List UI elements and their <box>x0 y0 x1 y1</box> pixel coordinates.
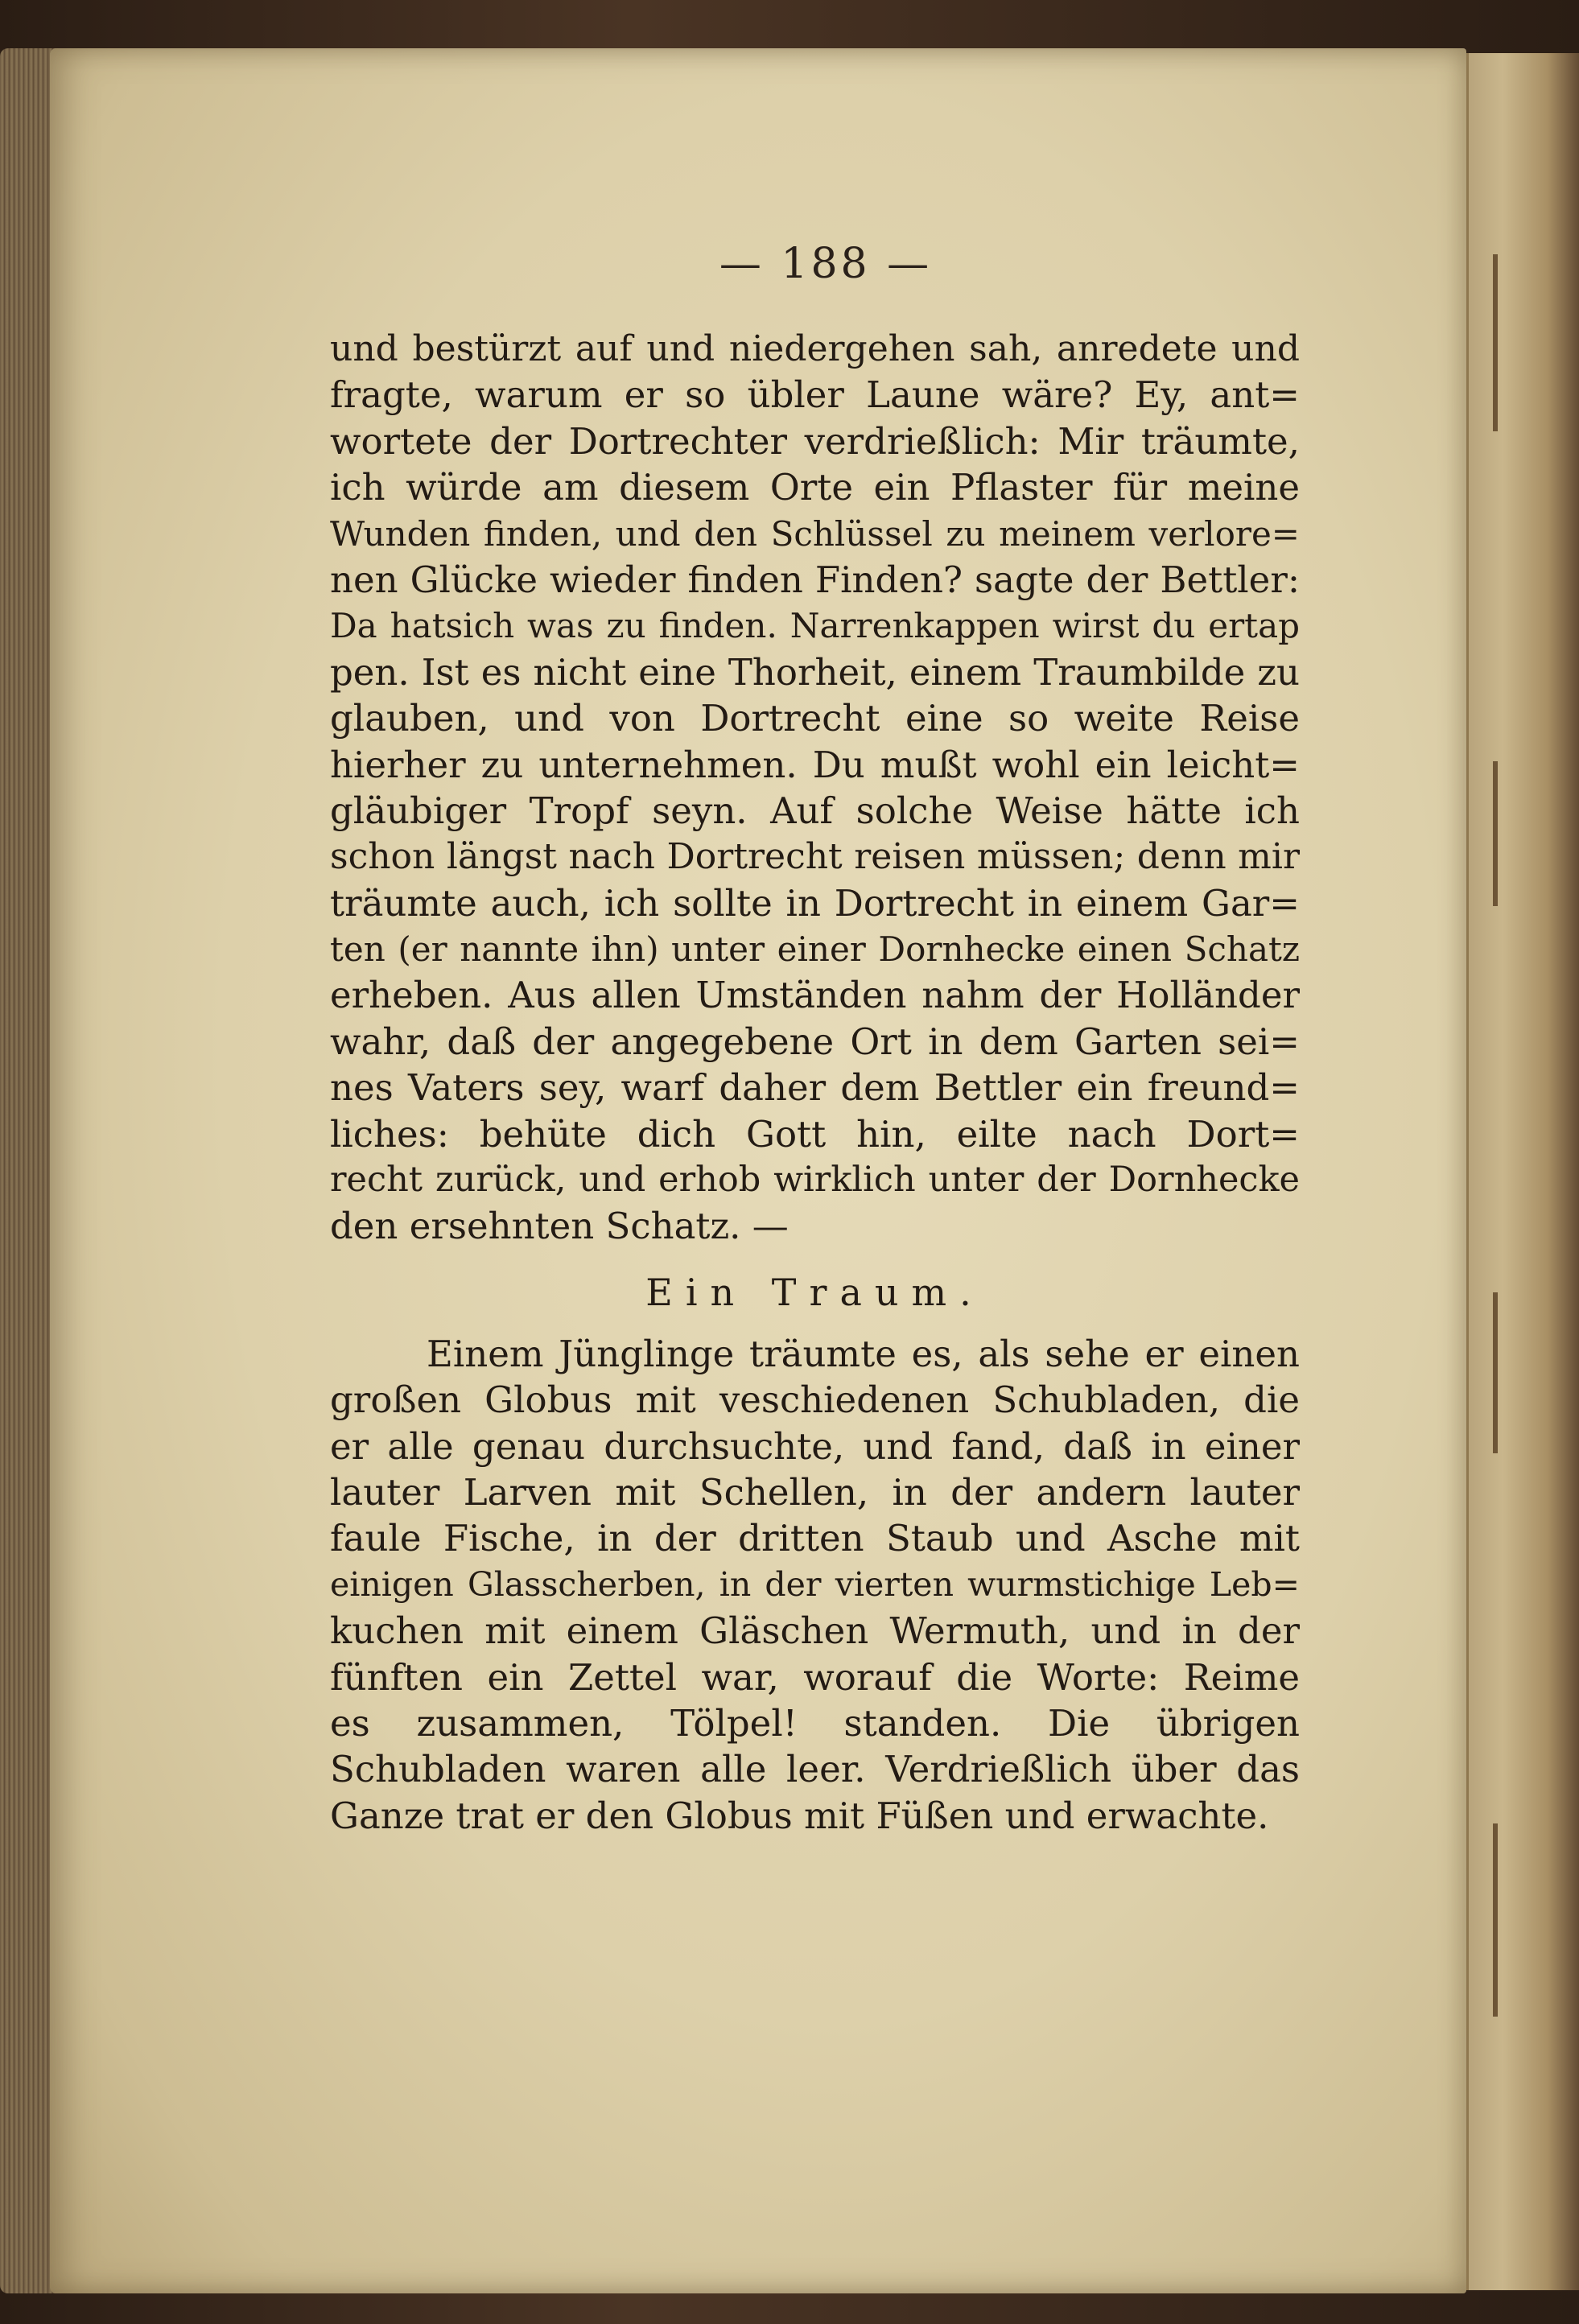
text-line: gläubiger Tropf seyn. Auf solche Weise hätte ich <box>330 789 1300 832</box>
text-line: einigen Glasscherben, in der vierten wurmstichige Leb= <box>330 1564 1300 1604</box>
text-line: es zusammen, Tölpel! standen. Die übrigen <box>330 1701 1300 1745</box>
body-text <box>330 326 1300 1839</box>
text-line: fragte, warum er so übler Laune wäre? Ey, ant= <box>330 373 1300 417</box>
text-line: Einem Jünglinge träumte es, als sehe er einen <box>427 1332 1300 1375</box>
paragraph-2 <box>330 1331 1300 1839</box>
text-line: pen. Ist es nicht eine Thorheit, einem Traumbilde zu <box>330 650 1300 694</box>
text-line: Wunden finden, und den Schlüssel zu meinem verlore= <box>330 513 1300 554</box>
text-line: fünften ein Zettel war, worauf die Worte: Reime <box>330 1655 1300 1699</box>
text-line: nen Glücke wieder finden Finden? sagte der Bettler: <box>330 558 1300 601</box>
text-line: und bestürzt auf und niedergehen sah, anredete und <box>330 328 1300 369</box>
text-line: träumte auch, ich sollte in Dortrecht in einem Gar= <box>330 881 1300 925</box>
text-line: erheben. Aus allen Umständen nahm der Holländer <box>330 974 1300 1017</box>
text-line: Schubladen waren alle leer. Verdrießlich über das <box>330 1748 1300 1791</box>
text-line: lauter Larven mit Schellen, in der andern lauter <box>330 1470 1300 1514</box>
text-line: hierher zu unternehmen. Du mußt wohl ein leicht= <box>330 743 1300 786</box>
text-line: ten (er nannte ihn) unter einer Dornhecke einen Schatz <box>330 929 1300 970</box>
left-page-edges <box>0 48 56 2293</box>
text-line: den ersehnten Schatz. — <box>330 1205 789 1248</box>
text-line: wahr, daß der angegebene Ort in dem Garten sei= <box>330 1020 1300 1063</box>
text-line: er alle genau durchsuchte, und fand, daß in einer <box>330 1424 1300 1468</box>
text-line: liches: behüte dich Gott hin, eilte nach Dort= <box>330 1112 1300 1156</box>
text-line: recht zurück, und erhob wirklich unter der Dornhecke <box>330 1160 1300 1201</box>
text-line: glauben, und von Dortrecht eine so weite Reise <box>330 697 1300 740</box>
text-line: kuchen mit einem Gläschen Wermuth, und in der <box>330 1609 1300 1653</box>
paragraph-1 <box>330 326 1300 1250</box>
text-line: schon längst nach Dortrecht reisen müssen; denn mir <box>330 836 1300 878</box>
text-line: ich würde am diesem Orte ein Pflaster für meine <box>330 466 1300 509</box>
section-heading: Ein Traum. <box>645 1270 984 1314</box>
page-number: — 188 — <box>719 240 933 288</box>
text-line: faule Fische, in der dritten Staub und Asche mit <box>330 1517 1300 1560</box>
text-line: Da hatsich was zu finden. Narrenkappen wirst du ertap <box>330 606 1300 646</box>
text-line: großen Globus mit veschiedenen Schubladen, die <box>330 1378 1300 1422</box>
text-line: wortete der Dortrechter verdrießlich: Mir träumte, <box>330 419 1300 463</box>
right-page-edges <box>1466 53 1579 2290</box>
text-line: Ganze trat er den Globus mit Füßen und erwachte. <box>330 1794 1269 1837</box>
text-line: nes Vaters sey, warf daher dem Bettler ein freund= <box>330 1066 1300 1110</box>
